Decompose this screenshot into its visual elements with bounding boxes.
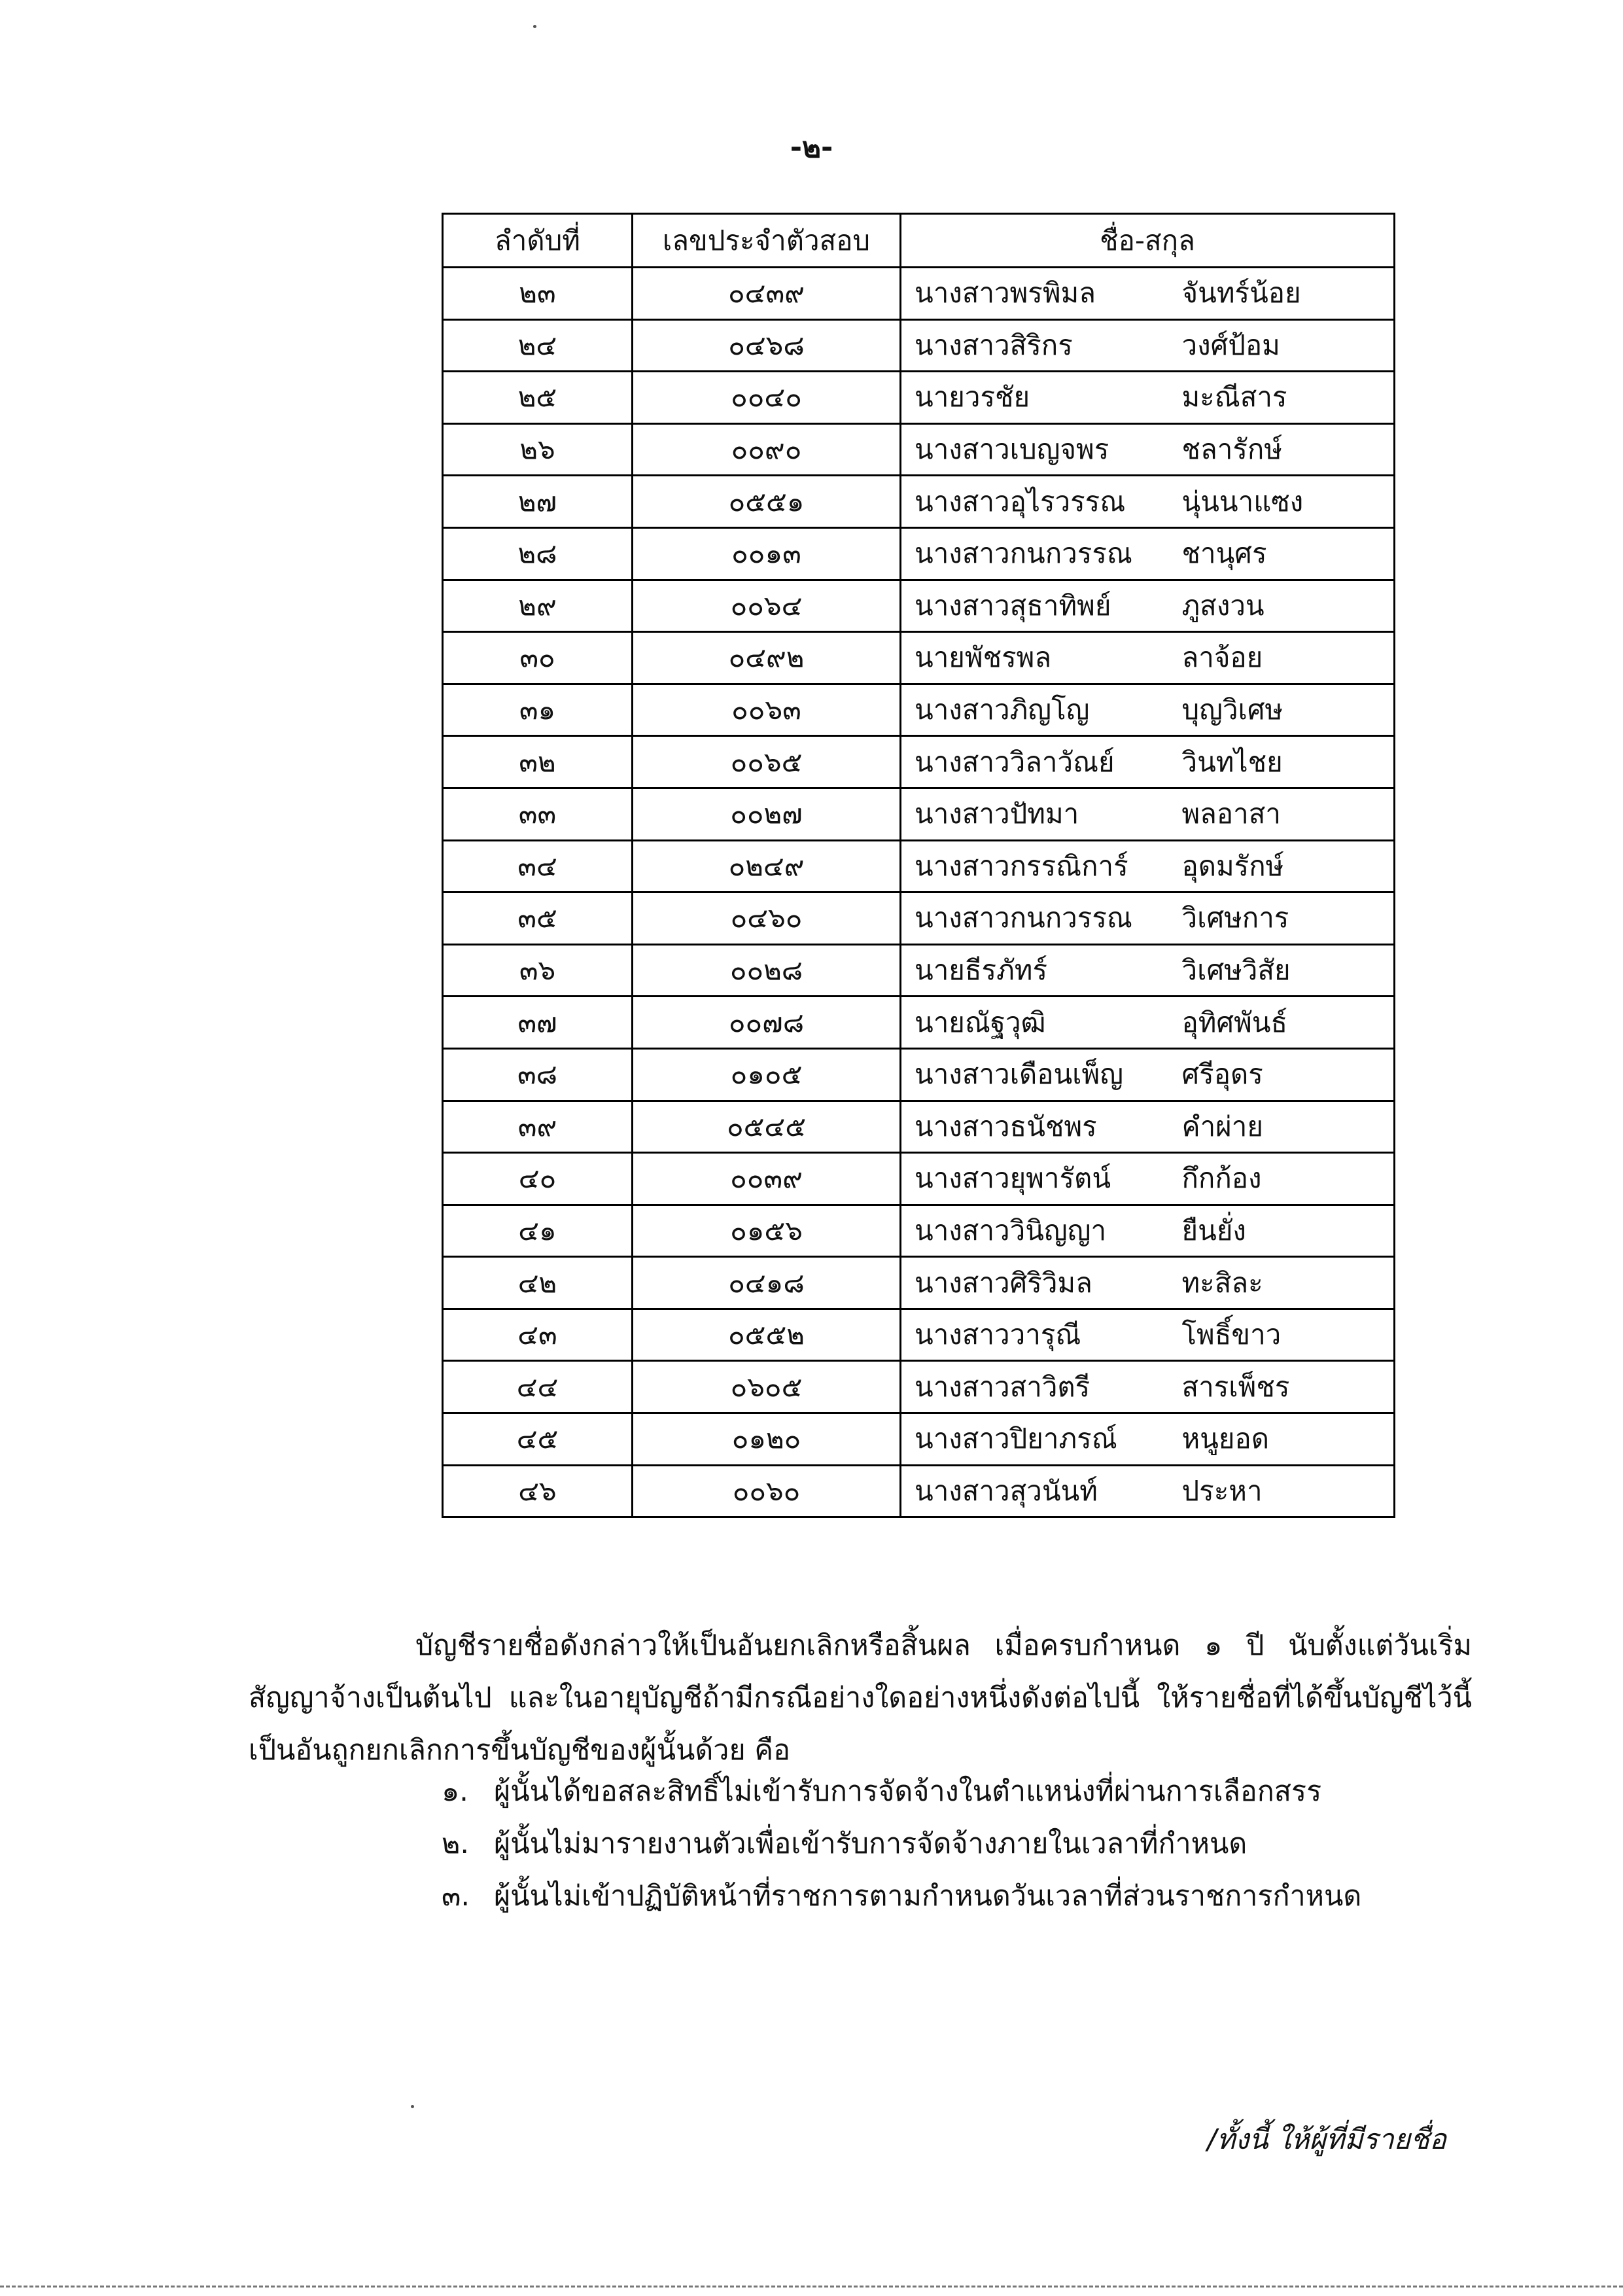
cell-exam-id: ๐๔๖๐ (633, 892, 901, 945)
cell-first-name: นางสาวสาวิตรี (901, 1361, 1169, 1413)
cell-exam-id: ๐๐๙๐ (633, 423, 901, 476)
cell-last-name: สารเพ็ชร (1169, 1361, 1395, 1413)
candidate-table (442, 213, 1395, 1518)
cell-first-name: นางสาวธนัชพร (901, 1101, 1169, 1153)
cell-first-name: นางสาวกนกวรรณ (901, 892, 1169, 945)
cell-order: ๔๐ (443, 1153, 633, 1205)
cell-last-name: ลาจ้อย (1169, 632, 1395, 684)
cell-first-name: นางสาวกรรณิการ์ (901, 840, 1169, 892)
cell-last-name: ชลารักษ์ (1169, 423, 1395, 476)
cell-exam-id: ๐๕๕๒ (633, 1309, 901, 1361)
table-row (443, 1101, 1395, 1153)
cell-order: ๓๖ (443, 944, 633, 997)
cell-last-name: ยืนยั่ง (1169, 1205, 1395, 1257)
cell-order: ๓๕ (443, 892, 633, 945)
table-header-row (443, 214, 1395, 268)
cell-exam-id: ๐๑๒๐ (633, 1413, 901, 1466)
cell-first-name: นางสาวเบญจพร (901, 423, 1169, 476)
table-row (443, 1257, 1395, 1309)
cell-order: ๔๖ (443, 1465, 633, 1517)
cell-first-name: นางสาวยุพารัตน์ (901, 1153, 1169, 1205)
cell-exam-id: ๐๔๖๘ (633, 319, 901, 372)
cell-order: ๒๓ (443, 268, 633, 320)
table-row (443, 684, 1395, 736)
cell-exam-id: ๐๐๓๙ (633, 1153, 901, 1205)
cell-last-name: อุทิศพันธ์ (1169, 997, 1395, 1049)
cell-exam-id: ๐๔๙๒ (633, 632, 901, 684)
cell-last-name: คำผ่าย (1169, 1101, 1395, 1153)
cell-last-name: ศรีอุดร (1169, 1048, 1395, 1101)
table-row (443, 1309, 1395, 1361)
cell-exam-id: ๐๐๖๐ (633, 1465, 901, 1517)
continuation-note: /ทั้งนี้ ให้ผู้ที่มีรายชื่อ (1207, 2123, 1446, 2156)
cell-order: ๓๘ (443, 1048, 633, 1101)
cell-exam-id: ๐๐๗๘ (633, 997, 901, 1049)
cell-first-name: นางสาวปัทมา (901, 788, 1169, 840)
table-row (443, 632, 1395, 684)
cell-first-name: นายธีรภัทร์ (901, 944, 1169, 997)
cell-last-name: ภูสงวน (1169, 580, 1395, 632)
table-row (443, 1205, 1395, 1257)
table-row (443, 580, 1395, 632)
header-order: ลำดับที่ (443, 214, 633, 268)
cell-first-name: นางสาวสิริกร (901, 319, 1169, 372)
cell-order: ๔๕ (443, 1413, 633, 1466)
cell-first-name: นายวรชัย (901, 372, 1169, 424)
cell-exam-id: ๐๒๔๙ (633, 840, 901, 892)
cell-exam-id: ๐๐๖๕ (633, 736, 901, 788)
cell-exam-id: ๐๔๓๙ (633, 268, 901, 320)
cell-order: ๒๔ (443, 319, 633, 372)
cell-exam-id: ๐๐๑๓ (633, 527, 901, 580)
cancellation-paragraph: บัญชีรายชื่อดังกล่าวให้เป็นอันยกเลิกหรือสิ้นผล เมื่อครบกำหนด ๑ ปี นับตั้งแต่วันเริ่มสัญญาจ้างเป็นต้นไป และในอายุบัญชีถ้ามีกรณีอย่างใดอย่างหนึ่งดังต่อไปนี้ ให้รายชื่อที่ได้ขึ้นบัญชีไว้นี้เป็นอันถูกยกเลิกการขึ้นบัญชีของผู้นั้นด้วย คือ (249, 1629, 1472, 1767)
cell-exam-id: ๐๔๑๘ (633, 1257, 901, 1309)
cell-first-name: นายณัฐวุฒิ (901, 997, 1169, 1049)
condition-item (442, 1877, 1361, 1916)
cell-last-name: ประหา (1169, 1465, 1395, 1517)
condition-text: ผู้นั้นได้ขอสละสิทธิ์ไม่เข้ารับการจัดจ้างในตำแหน่งที่ผ่านการเลือกสรร (494, 1775, 1322, 1808)
cell-first-name: นางสาวเดือนเพ็ญ (901, 1048, 1169, 1101)
cell-order: ๔๑ (443, 1205, 633, 1257)
cell-first-name: นางสาวปิยาภรณ์ (901, 1413, 1169, 1466)
condition-item (442, 1772, 1321, 1811)
cell-order: ๓๔ (443, 840, 633, 892)
scan-speck (411, 2105, 414, 2108)
cell-exam-id: ๐๕๔๕ (633, 1101, 901, 1153)
cell-exam-id: ๐๐๒๗ (633, 788, 901, 840)
cell-first-name: นางสาวภิญโญ (901, 684, 1169, 736)
cell-last-name: ชานุศร (1169, 527, 1395, 580)
table-row (443, 372, 1395, 424)
condition-number: ๒. (442, 1828, 470, 1860)
cell-order: ๓๓ (443, 788, 633, 840)
cell-exam-id: ๐๐๖๓ (633, 684, 901, 736)
cell-last-name: ทะสิละ (1169, 1257, 1395, 1309)
cell-order: ๒๕ (443, 372, 633, 424)
cell-last-name: มะณีสาร (1169, 372, 1395, 424)
cell-last-name: โพธิ์ขาว (1169, 1309, 1395, 1361)
cell-last-name: บุญวิเศษ (1169, 684, 1395, 736)
cell-order: ๔๓ (443, 1309, 633, 1361)
cell-order: ๔๔ (443, 1361, 633, 1413)
table-row (443, 268, 1395, 320)
header-exam-id: เลขประจำตัวสอบ (633, 214, 901, 268)
cell-first-name: นางสาววารุณี (901, 1309, 1169, 1361)
cell-last-name: พลอาสา (1169, 788, 1395, 840)
cell-first-name: นางสาววินิญญา (901, 1205, 1169, 1257)
cell-last-name: วิเศษวิสัย (1169, 944, 1395, 997)
cell-last-name: จันทร์น้อย (1169, 268, 1395, 320)
cell-order: ๒๙ (443, 580, 633, 632)
table-row (443, 736, 1395, 788)
cell-order: ๓๐ (443, 632, 633, 684)
condition-item (442, 1824, 1247, 1863)
cell-exam-id: ๐๐๖๔ (633, 580, 901, 632)
cell-order: ๓๒ (443, 736, 633, 788)
cell-last-name: อุดมรักษ์ (1169, 840, 1395, 892)
cell-exam-id: ๐๑๐๕ (633, 1048, 901, 1101)
cell-first-name: นางสาวกนกวรรณ (901, 527, 1169, 580)
cell-order: ๒๗ (443, 476, 633, 528)
cell-first-name: นางสาวสุธาทิพย์ (901, 580, 1169, 632)
table-row (443, 1048, 1395, 1101)
cell-first-name: นางสาววิลาวัณย์ (901, 736, 1169, 788)
table-row (443, 788, 1395, 840)
cell-exam-id: ๐๐๔๐ (633, 372, 901, 424)
table-row (443, 1361, 1395, 1413)
table-row (443, 840, 1395, 892)
table-row (443, 997, 1395, 1049)
cell-order: ๒๖ (443, 423, 633, 476)
cell-exam-id: ๐๑๕๖ (633, 1205, 901, 1257)
cell-first-name: นางสาวสุวนันท์ (901, 1465, 1169, 1517)
table-row (443, 944, 1395, 997)
cell-exam-id: ๐๕๕๑ (633, 476, 901, 528)
cell-last-name: นุ่นนาแซง (1169, 476, 1395, 528)
table-body (443, 268, 1395, 1517)
cell-order: ๓๗ (443, 997, 633, 1049)
cell-order: ๓๙ (443, 1101, 633, 1153)
page-number: -๒- (790, 131, 833, 164)
cell-order: ๓๑ (443, 684, 633, 736)
condition-text: ผู้นั้นไม่เข้าปฏิบัติหน้าที่ราชการตามกำหนดวันเวลาที่ส่วนราชการกำหนด (494, 1880, 1362, 1913)
cell-first-name: นางสาวอุไรวรรณ (901, 476, 1169, 528)
cell-last-name: วินทไชย (1169, 736, 1395, 788)
table-row (443, 1153, 1395, 1205)
cell-exam-id: ๐๖๐๕ (633, 1361, 901, 1413)
table-row (443, 319, 1395, 372)
scan-edge-line (0, 2286, 1623, 2287)
table-row (443, 423, 1395, 476)
condition-text: ผู้นั้นไม่มารายงานตัวเพื่อเข้ารับการจัดจ้างภายในเวลาที่กำหนด (494, 1828, 1248, 1860)
condition-number: ๑. (442, 1775, 468, 1808)
condition-number: ๓. (442, 1880, 470, 1913)
cell-last-name: หนูยอด (1169, 1413, 1395, 1466)
cell-order: ๔๒ (443, 1257, 633, 1309)
cell-last-name: วิเศษการ (1169, 892, 1395, 945)
cell-first-name: นางสาวพรพิมล (901, 268, 1169, 320)
table-row (443, 1413, 1395, 1466)
cell-last-name: วงศ์ป้อม (1169, 319, 1395, 372)
scan-speck (533, 25, 536, 28)
header-name: ชื่อ-สกุล (901, 214, 1395, 268)
cell-exam-id: ๐๐๒๘ (633, 944, 901, 997)
cell-first-name: นางสาวศิริวิมล (901, 1257, 1169, 1309)
cell-order: ๒๘ (443, 527, 633, 580)
cell-last-name: กึกก้อง (1169, 1153, 1395, 1205)
cell-first-name: นายพัชรพล (901, 632, 1169, 684)
table-row (443, 1465, 1395, 1517)
table-row (443, 476, 1395, 528)
table-row (443, 892, 1395, 945)
table-row (443, 527, 1395, 580)
